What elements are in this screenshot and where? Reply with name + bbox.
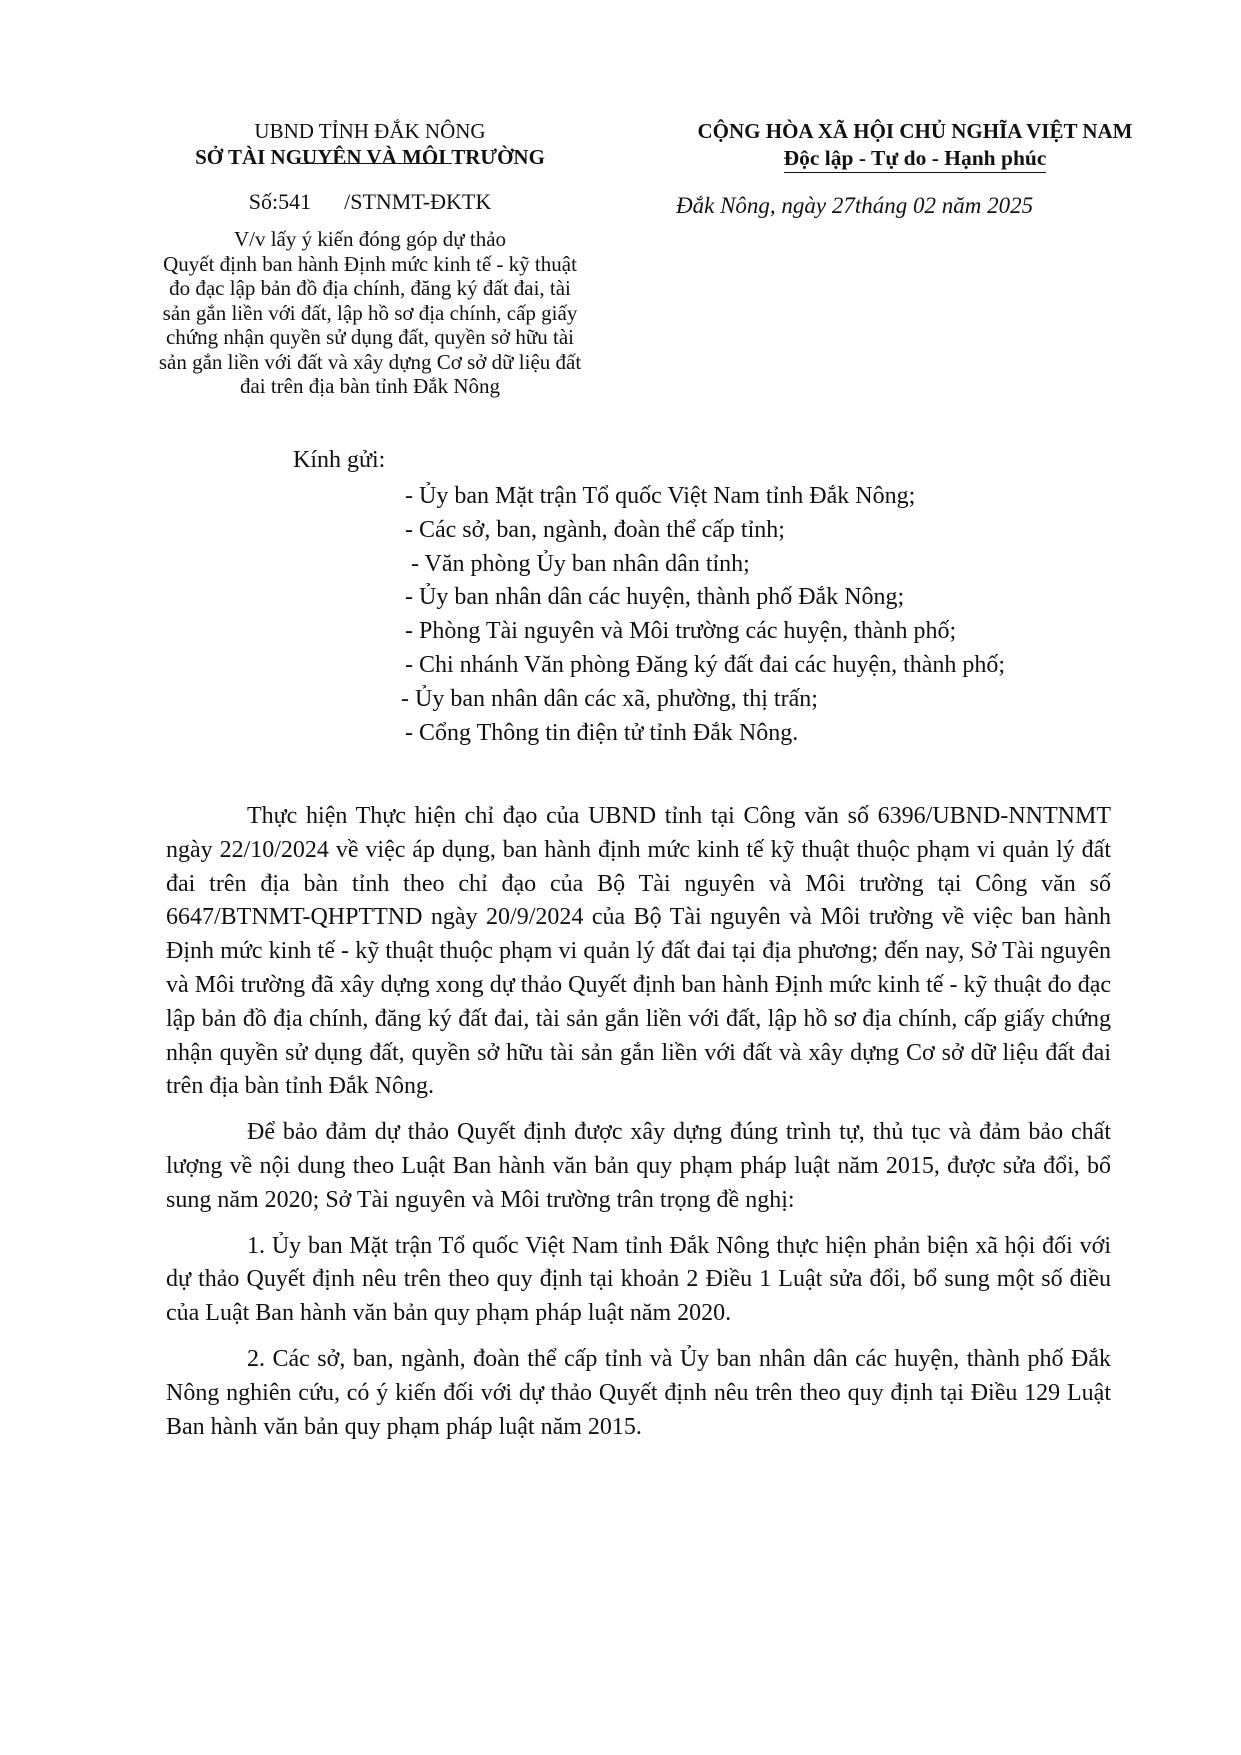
letter-body [166, 800, 1111, 1456]
issuing-agency-block [150, 118, 590, 399]
recipient-list [401, 480, 1006, 750]
recipient-item: - Các sở, ban, ngành, đoàn thể cấp tỉnh; [405, 516, 785, 543]
place-and-date: Đắk Nông, ngày 27tháng 02 năm 2025 [676, 193, 1034, 218]
agency-name: SỞ TÀI NGUYÊN VÀ MÔI TRƯỜNG [195, 145, 545, 169]
subject-line: chứng nhận quyền sử dụng đất, quyền sở hữu tài [165, 325, 575, 349]
salutation: Kính gửi: [293, 447, 386, 473]
recipient-item: - Văn phòng Ủy ban nhân dân tỉnh; [405, 550, 750, 577]
recipient-item: - Ủy ban Mặt trận Tổ quốc Việt Nam tỉnh Đắk Nông; [405, 483, 916, 509]
recipient-item: - Ủy ban nhân dân các xã, phường, thị trấn; [401, 685, 818, 712]
document-number: Số:541 /STNMT-ĐKTK [248, 189, 492, 214]
national-title: CỘNG HÒA XÃ HỘI CHỦ NGHĨA VIỆT NAM [697, 119, 1133, 143]
recipient-item: - Ủy ban nhân dân các huyện, thành phố Đắk Nông; [405, 584, 905, 611]
subject-line: đo đạc lập bản đồ địa chính, đăng ký đất đai, tài [169, 276, 571, 300]
body-paragraph: 2. Các sở, ban, ngành, đoàn thể cấp tỉnh và Ủy ban nhân dân các huyện, thành phố Đắk Nông nghiên cứu, có ý kiến đối với dự thảo Quyết định nêu trên theo quy định tại Điều 129 Luật Ban hành văn bản quy phạm pháp luật năm 2015. [166, 1345, 1111, 1440]
body-paragraph: 1. Ủy ban Mặt trận Tổ quốc Việt Nam tỉnh Đắk Nông thực hiện phản biện xã hội đối với dự thảo Quyết định nêu trên theo quy định tại khoản 2 Điều 1 Luật sửa đổi, bổ sung một số điều của Luật Ban hành văn bản quy phạm pháp luật năm 2020. [166, 1232, 1111, 1327]
agency-underline [300, 163, 452, 164]
subject-line: sản gắn liền với đất, lập hồ sơ địa chính, cấp giấy [162, 300, 578, 325]
subject-line: sản gắn liền với đất và xây dựng Cơ sở dữ liệu đất [158, 349, 582, 374]
body-paragraph: Để bảo đảm dự thảo Quyết định được xây dựng đúng trình tự, thủ tục và đảm bảo chất lượng về nội dung theo Luật Ban hành văn bản quy phạm pháp luật năm 2015, được sửa đổi, bổ sung năm 2020; Sở Tài nguyên và Môi trường trân trọng đề nghị: [166, 1119, 1111, 1213]
recipient-item: - Chi nhánh Văn phòng Đăng ký đất đai các huyện, thành phố; [405, 651, 1006, 678]
national-motto: Độc lập - Tự do - Hạnh phúc [784, 144, 1047, 173]
national-header-block [660, 118, 1170, 173]
subject-line: V/v lấy ý kiến đóng góp dự thảo [233, 227, 507, 251]
subject-line: đai trên địa bàn tỉnh Đắk Nông [239, 374, 501, 398]
body-paragraph: Thực hiện Thực hiện chỉ đạo của UBND tỉnh tại Công văn số 6396/UBND-NNTNMT ngày 22/10/2024 về việc áp dụng, ban hành định mức kinh tế kỹ thuật thuộc phạm vi quản lý đất đai trên địa bàn tỉnh theo chỉ đạo của Bộ Tài nguyên và Môi trường tại Công văn số 6647/BTNMT-QHPTTND ngày 20/9/2024 của Bộ Tài nguyên và Môi trường về việc ban hành Định mức kinh tế - kỹ thuật thuộc phạm vi quản lý đất đai tại địa phương; đến nay, Sở Tài nguyên và Môi trường đã xây dựng xong dự thảo Quyết định ban hành Định mức kinh tế - kỹ thuật đo đạc lập bản đồ địa chính, đăng ký đất đai, tài sản gắn liền với đất, lập hồ sơ địa chính, cấp giấy chứng nhận quyền sử dụng đất, quyền sở hữu tài sản gắn liền với đất và xây dựng Cơ sở dữ liệu đất đai trên địa bàn tỉnh Đắk Nông. [166, 803, 1111, 1100]
recipient-item: - Cổng Thông tin điện tử tỉnh Đắk Nông. [405, 719, 799, 746]
subject-line: Quyết định ban hành Định mức kinh tế - kỹ thuật [163, 251, 577, 276]
recipient-item: - Phòng Tài nguyên và Môi trường các huyện, thành phố; [405, 618, 957, 645]
agency-parent: UBND TỈNH ĐẮK NÔNG [254, 119, 486, 143]
subject-block [150, 227, 590, 399]
